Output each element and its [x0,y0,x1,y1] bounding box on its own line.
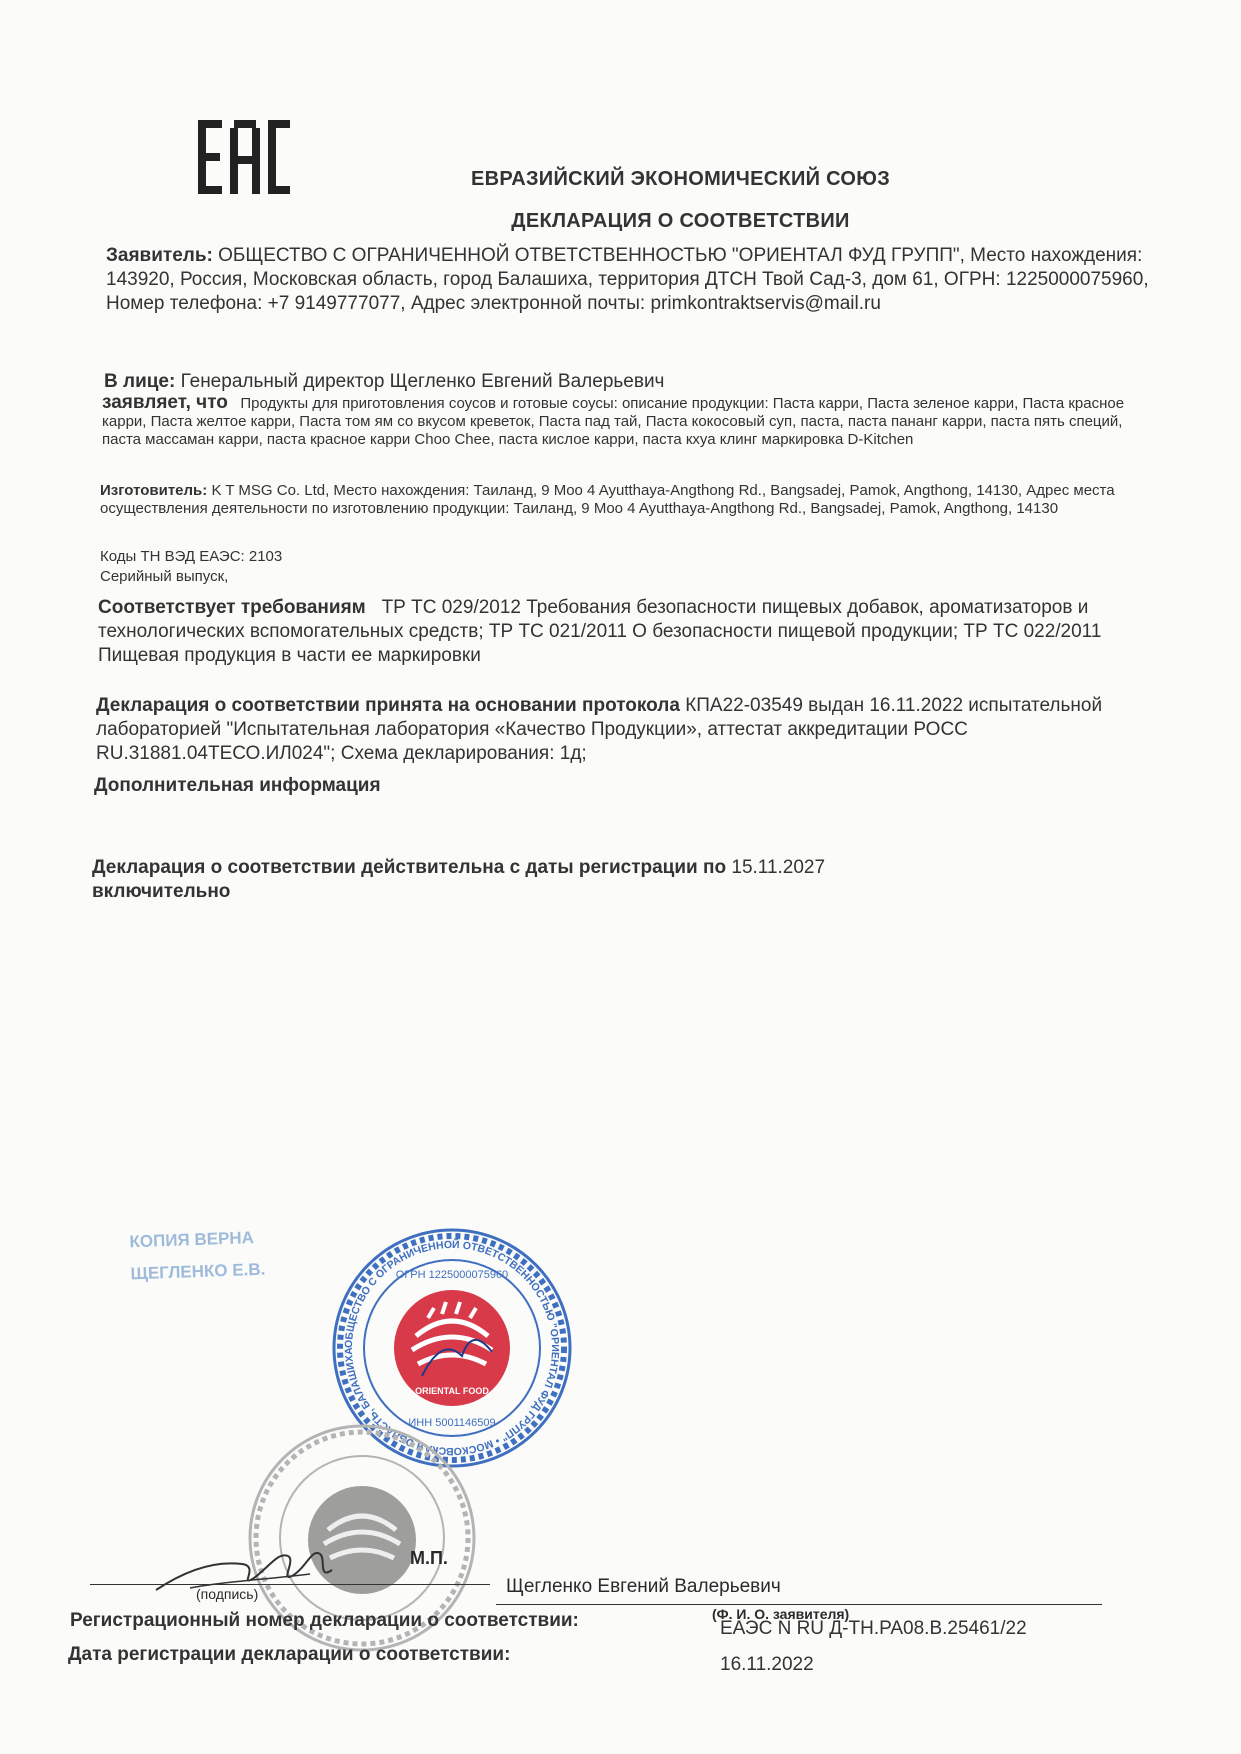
person-block [104,370,1164,394]
registration-number: ЕАЭС N RU Д-TH.PA08.B.25461/22 [720,1618,1027,1639]
registration-date-label: Дата регистрации декларации о соответствии: [68,1644,511,1665]
manufacturer-text: K T MSG Co. Ltd, Место нахождения: Таиланд, 9 Moo 4 Ayutthaya-Angthong Rd., Bangsadej, Pamok, Angthong, 14130, Адрес места осуществления деятельности по изготовлению продукции: Таиланд, 9 Moo 4 Ayutthaya-Angthong Rd., Bangsadej, Pamok, Angthong, 14130 [100,482,1115,517]
manufacturer-block [100,482,1140,518]
seal-ogrn: ОГРН 1225000075960 [395,1269,509,1281]
protocol-label: Декларация о соответствии принята на основании протокола [96,695,680,716]
compliance-block [98,596,1128,668]
protocol-text: КПА22-03549 выдан 16.11.2022 испытательной лабораторией "Испытательная лаборатория «Качество Продукции», аттестат аккредитации РОСС RU.31881.04ТЕСО.ИЛ024"; Схема декларирования: 1д; [96,695,1103,764]
registration-number-label: Регистрационный номер декларации о соответствии: [70,1610,579,1631]
validity-label: Декларация о соответствии действительна с даты регистрации по [92,857,727,878]
mp-stamp-place: М.П. [410,1548,448,1568]
applicant-label: Заявитель: [106,245,213,266]
validity-date: 15.11.2027 [731,857,826,878]
manufacturer-label: Изготовитель: [100,482,208,499]
seal-brand: ORIENTAL FOOD [415,1386,489,1396]
copy-stamp-line2: ЩЕГЛЕНКО Е.В. [130,1259,266,1284]
signature-caption: (подпись) [196,1586,259,1602]
union-title: ЕВРАЗИЙСКИЙ ЭКОНОМИЧЕСКИЙ СОЮЗ [470,168,891,190]
seal-inn: ИНН 5001146509 [408,1417,496,1429]
signature-line [90,1584,490,1585]
validity-block [92,856,1132,904]
person-text: Генеральный директор Щегленко Евгений Валерьевич [180,371,665,392]
applicant-block [106,244,1166,316]
registration-date: 16.11.2022 [720,1654,814,1675]
serial-line: Серийный выпуск, [100,568,229,585]
validity-suffix: включительно [92,881,231,902]
applicant-fio: Щегленко Евгений Валерьевич [506,1576,781,1597]
statement-label: заявляет, что [102,392,228,413]
statement-block [102,394,1142,449]
extra-info-label: Дополнительная информация [94,775,381,796]
applicant-text: ОБЩЕСТВО С ОГРАНИЧЕННОЙ ОТВЕТСТВЕННОСТЬЮ "ОРИЕНТАЛ ФУД ГРУПП", Место нахождения: 143920, Россия, Московская область, город Балашиха, территория ДТСН Твой Сад-3, дом 61, ОГРН: 1225000075960, Номер телефона: +7 9149777077, Адрес электронной почты: primkontraktservis@mail.ru [106,245,1149,314]
statement-text: Продукты для приготовления соусов и готовые соусы: описание продукции: Паста карри, Паста зеленое карри, Паста красное карри, Паста желтое карри, Паста том ям со вкусом креветок, Паста пад тай, Паста кокосовый суп, паста, паста пананг карри, паста пять специй, паста массаман карри, паста красное карри Choo Chee, паста кислое карри, паста кхуа клинг маркировка D-Kitchen [102,395,1125,448]
fio-line [496,1604,1102,1605]
compliance-label: Соответствует требованиям [98,597,366,618]
protocol-block [96,694,1136,766]
fio-caption: (Ф. И. О. заявителя) [712,1606,850,1622]
person-label: В лице: [104,371,176,392]
seal-ring-text: ОБЩЕСТВО С ОГРАНИЧЕННОЙ ОТВЕТСТВЕННОСТЬЮ "ОРИЕНТАЛ ФУД ГРУПП" • МОСКОВСКАЯ ОБЛАСТЬ, БАЛАШИХА [342,1238,562,1458]
codes-line: Коды ТН ВЭД ЕАЭС: 2103 [100,548,283,565]
compliance-text: ТР ТС 029/2012 Требования безопасности пищевых добавок, ароматизаторов и технологических вспомогательных средств; ТР ТС 021/2011 О безопасности пищевой продукции; ТР ТС 022/2011 Пищевая продукция в части ее маркировки [98,597,1102,666]
declaration-title: ДЕКЛАРАЦИЯ О СООТВЕТСТВИИ [511,210,850,232]
copy-certified-stamp [129,1222,266,1291]
copy-stamp-line1: КОПИЯ ВЕРНА [129,1228,255,1252]
extra-info-block [94,774,894,798]
